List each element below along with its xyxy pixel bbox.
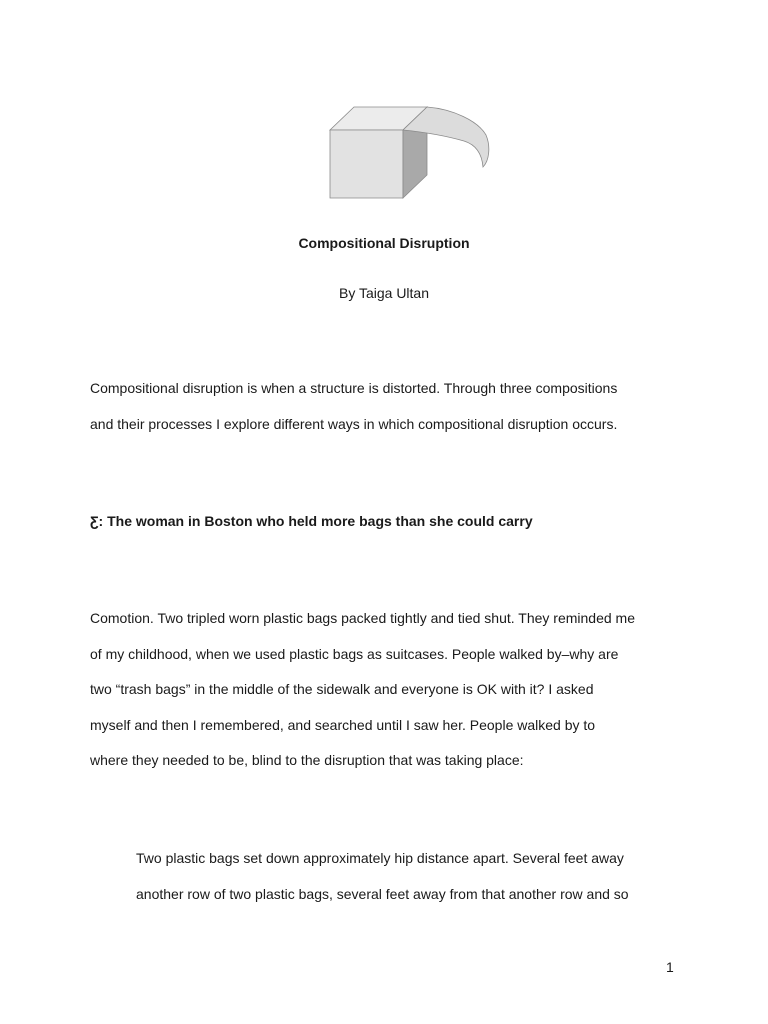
quote-line: Two plastic bags set down approximately hip distance apart. Several feet away (136, 850, 624, 866)
page-number: 1 (666, 959, 674, 975)
intro-line: Compositional disruption is when a structure is distorted. Through three compositions (90, 380, 618, 396)
body-line: where they needed to be, blind to the disruption that was taking place: (90, 752, 524, 768)
body-line: Comotion. Two tripled worn plastic bags packed tightly and tied shut. They reminded me (90, 610, 635, 626)
cube-illustration (328, 103, 496, 201)
indented-quote (136, 841, 696, 912)
author-byline: By Taiga Ultan (338, 285, 429, 301)
cube-front-face (330, 130, 403, 198)
intro-line: and their processes I explore different ways in which compositional disruption occurs. (90, 415, 618, 432)
document-title: Compositional Disruption (298, 235, 470, 251)
section-heading: Ƹ: The woman in Boston who held more bags than she could carry (90, 513, 533, 529)
intro-paragraph (90, 371, 690, 442)
body-paragraph (90, 601, 690, 779)
body-line: two “trash bags” in the middle of the sidewalk and everyone is OK with it? I asked (90, 681, 594, 697)
body-line: myself and then I remembered, and searched until I saw her. People walked by to (90, 716, 596, 733)
body-line: of my childhood, when we used plastic bags as suitcases. People walked by–why are (90, 645, 619, 662)
quote-line: another row of two plastic bags, several feet away from that another row and so (136, 885, 629, 902)
